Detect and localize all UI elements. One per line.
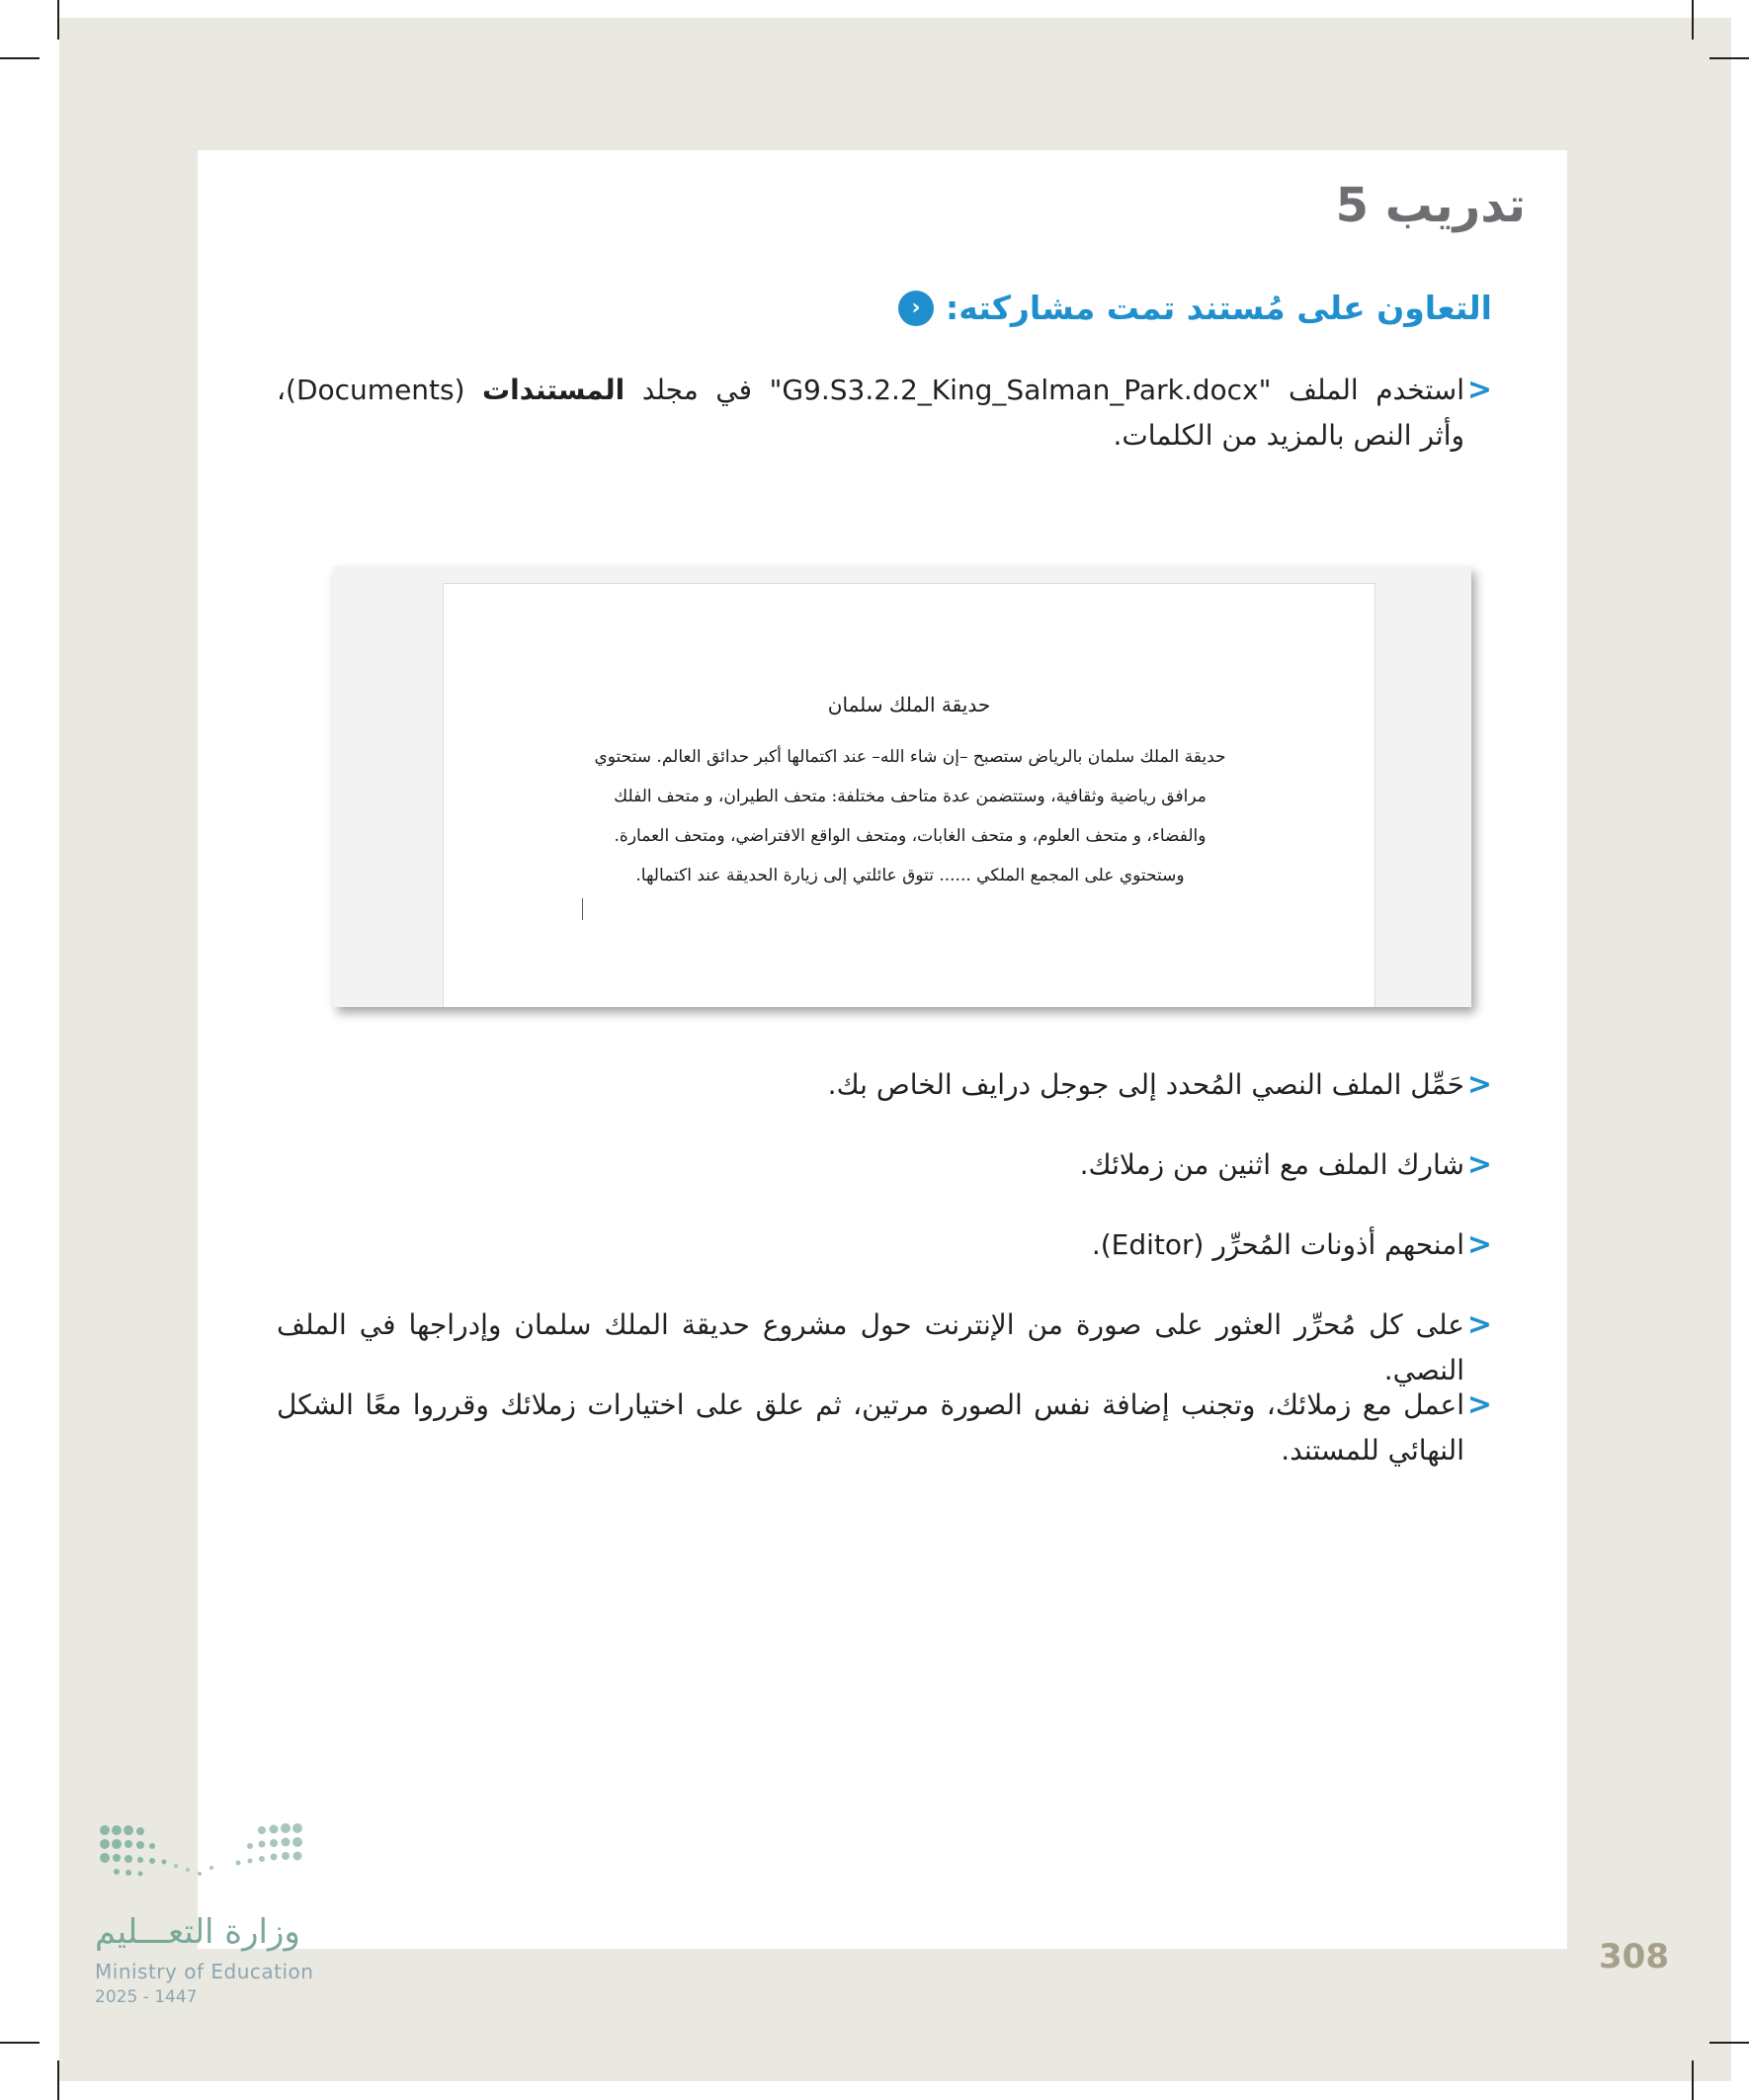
section-heading-text: التعاون على مُستند تمت مشاركته: xyxy=(946,289,1492,327)
ministry-year: 2025 - 1447 xyxy=(95,1987,198,2007)
instruction-text: على كل مُحرِّر العثور على صورة من الإنترنت حول مشروع حديقة الملك سلمان وإدراجها في الملف النصي. xyxy=(277,1308,1464,1386)
instruction-item xyxy=(277,1142,1492,1188)
bullet-arrow-icon: < xyxy=(1466,1227,1492,1262)
chevron-left-icon: ‹ xyxy=(898,291,934,326)
crop-mark xyxy=(1709,2042,1749,2044)
instruction-text: حَمِّل الملف النصي المُحدد إلى جوجل درايف الخاص بك. xyxy=(827,1068,1464,1101)
instruction-item xyxy=(277,1302,1492,1393)
section-heading xyxy=(898,289,1492,327)
crop-mark xyxy=(0,2042,40,2044)
ministry-name-english: Ministry of Education xyxy=(95,1960,314,1983)
crop-mark xyxy=(57,2060,59,2100)
instruction-item xyxy=(277,1383,1492,1473)
text-cursor xyxy=(582,898,583,920)
bullet-arrow-icon: < xyxy=(1466,1147,1492,1182)
bullet-arrow-icon: < xyxy=(1466,1067,1492,1102)
document-title: حديقة الملك سلمان xyxy=(827,693,991,716)
crop-mark xyxy=(1709,57,1749,59)
instruction-text: امنحهم أذونات المُحرِّر (Editor). xyxy=(1091,1228,1464,1261)
instruction-item xyxy=(277,1062,1492,1108)
document-line: حديقة الملك سلمان بالرياض ستصبح –إن شاء الله– عند اكتمالها أكبر حدائق العالم. ستحتوي xyxy=(594,747,1226,767)
ministry-name-arabic: وزارة التعـــليم xyxy=(95,1912,300,1952)
document-line: وستحتوي على المجمع الملكي ...... تتوق عائلتي إلى زيارة الحديقة عند اكتمالها. xyxy=(635,866,1185,885)
instruction-item xyxy=(277,1222,1492,1268)
bullet-arrow-icon: < xyxy=(1466,1307,1492,1342)
crop-mark xyxy=(1692,0,1694,40)
document-line: والفضاء، و متحف العلوم، و متحف الغابات، ومتحف الواقع الافتراضي، ومتحف العمارة. xyxy=(614,826,1207,846)
bullet-arrow-icon: < xyxy=(1466,1387,1492,1422)
document-line: مرافق رياضية وثقافية، وستتضمن عدة متاحف مختلفة: متحف الطيران، و متحف الفلك xyxy=(614,787,1207,806)
instruction-text: استخدم الملف "G9.S3.2.2_King_Salman_Park.docx" في مجلد المستندات (Documents)، وأثر النص بالمزيد من الكلمات. xyxy=(277,374,1465,452)
instruction-text: شارك الملف مع اثنين من زملائك. xyxy=(1079,1148,1464,1181)
bullet-arrow-icon: < xyxy=(1466,373,1492,407)
page-number: 308 xyxy=(1599,1937,1669,1976)
page-title: تدريب 5 xyxy=(1335,178,1526,233)
document-page xyxy=(443,583,1375,1007)
crop-mark xyxy=(57,0,59,40)
instruction-item xyxy=(277,368,1492,459)
document-body xyxy=(582,737,1238,895)
document-preview xyxy=(333,566,1471,1007)
crop-mark xyxy=(0,57,40,59)
ministry-logo-icon xyxy=(95,1818,322,1917)
crop-mark xyxy=(1692,2060,1694,2100)
instruction-text: اعمل مع زملائك، وتجنب إضافة نفس الصورة مرتين، ثم علق على اختيارات زملائك وقرروا معًا الشكل النهائي للمستند. xyxy=(277,1388,1464,1467)
